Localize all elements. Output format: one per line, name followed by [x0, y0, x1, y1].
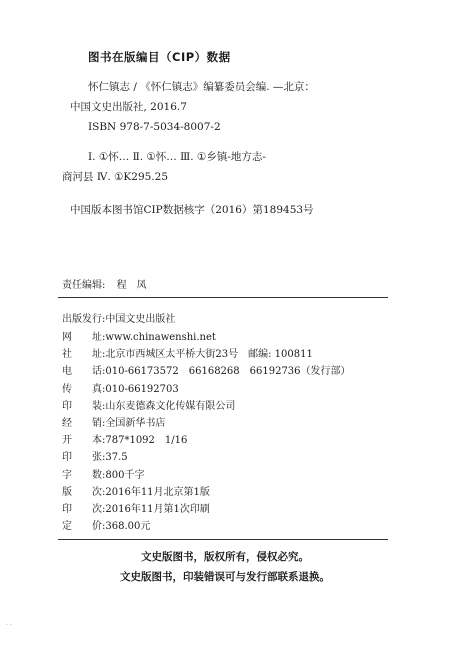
publisher-label: 出版发行: — [62, 314, 106, 325]
publication-row-label: 开 本: — [62, 435, 106, 447]
publication-row-label: 社 址: — [62, 349, 106, 361]
publication-row — [62, 400, 235, 413]
publication-row-value: 北京市西城区太平桥大街23号 邮编: 100811 — [105, 349, 313, 361]
cip-isbn: ISBN 978-7-5034-8007-2 — [88, 121, 221, 133]
cip-line-2: 中国文史出版社, 2016.7 — [70, 101, 187, 113]
publisher-row — [62, 313, 175, 326]
divider-top — [58, 297, 388, 298]
publication-row-label: 印 次: — [62, 504, 106, 515]
divider-bottom — [58, 539, 388, 540]
publication-row — [62, 434, 187, 447]
responsible-editor — [62, 279, 147, 293]
publication-row-label: 经 销: — [62, 418, 106, 429]
publication-row — [62, 451, 128, 464]
publication-row-value: 010-66173572 66168268 66192736（发行部） — [105, 366, 351, 378]
editor-label: 责任编辑: — [62, 280, 106, 291]
publication-row — [62, 383, 179, 396]
editor-name: 程 凤 — [116, 280, 147, 291]
scan-mark: · · — [6, 622, 12, 629]
cip-classification-1: Ⅰ. ①怀… Ⅱ. ①怀… Ⅲ. ①乡镇-地方志- — [88, 151, 266, 163]
publication-row-value: www.chinawenshi.net — [105, 332, 216, 343]
publication-row-label: 定 价: — [62, 521, 106, 533]
publication-row — [62, 486, 210, 499]
publication-row-label: 电 话: — [62, 366, 106, 378]
publication-row — [62, 503, 210, 516]
publication-row — [62, 365, 351, 378]
publication-row — [62, 469, 144, 482]
publication-row-value: 2016年11月第1次印刷 — [105, 504, 210, 515]
publication-row — [62, 520, 150, 533]
publication-row-value: 37.5 — [105, 452, 128, 464]
publication-row-value: 山东麦德森文化传媒有限公司 — [105, 400, 236, 412]
publication-row-value: 全国新华书店 — [105, 418, 166, 429]
publication-row-value: 010-66192703 — [105, 383, 179, 395]
publication-row-label: 字 数: — [62, 469, 106, 481]
copyright-notice: 文史版图书，版权所有，侵权必究。 — [141, 551, 309, 563]
publication-row-value: 2016年11月北京第1版 — [105, 486, 210, 498]
publisher-value: 中国文史出版社 — [105, 314, 176, 325]
return-notice: 文史版图书，印装错误可与发行部联系退换。 — [120, 571, 330, 583]
publication-row-label: 版 次: — [62, 486, 106, 498]
publication-row-label: 印 装: — [62, 400, 106, 412]
publication-row-label: 网 址: — [62, 332, 106, 343]
publication-row-value: 368.00元 — [105, 521, 151, 533]
publication-row-label: 传 真: — [62, 383, 106, 395]
publication-row-value: 787*1092 1/16 — [105, 435, 188, 447]
publication-row-label: 印 张: — [62, 452, 106, 464]
cip-classification-2: 商河县 Ⅳ. ①K295.25 — [62, 171, 168, 183]
cip-line-1: 怀仁镇志 / 《怀仁镇志》编纂委员会编. —北京： — [88, 81, 315, 93]
cip-title: 图书在版编目（CIP）数据 — [88, 50, 231, 64]
publication-row — [62, 348, 313, 361]
publication-row-value: 800千字 — [105, 469, 145, 481]
publication-row — [62, 331, 216, 344]
publication-row — [62, 417, 165, 430]
cip-core-data: 中国版本图书馆CIP数据核字（2016）第189453号 — [70, 204, 314, 216]
